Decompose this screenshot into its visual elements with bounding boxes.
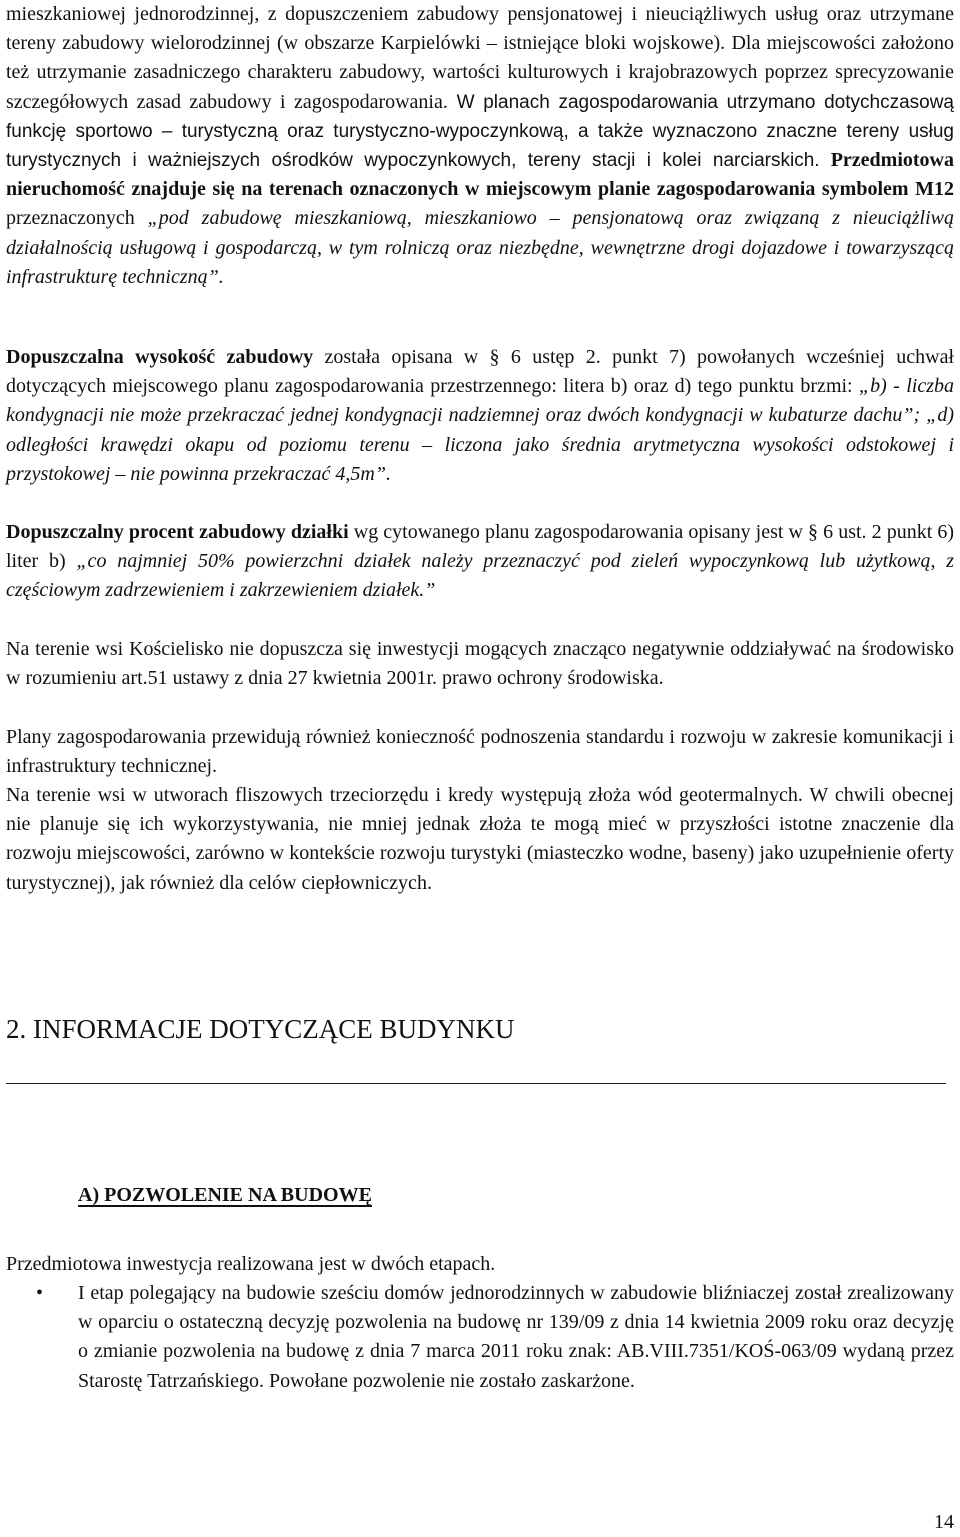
paragraph-building-height (6, 343, 954, 489)
zoning-italic-quote: „pod zabudowę mieszkaniową, mieszkaniowo – pensjonatową oraz związaną z nieuciążliwą działalnością usługową i gospodarczą, w tym rolniczą oraz niezbędne, wewnętrzne drogi dojazdowe i towarzyszącą infrastrukturę techniczną”. (6, 207, 954, 288)
percentage-text: wg cytowanego planu zagospodarowania opisany jest w § 6 ust. 2 punkt 6) liter b) (6, 521, 954, 573)
height-bold-label: Dopuszczalna wysokość zabudowy (6, 346, 314, 368)
percentage-bold-label: Dopuszczalny procent zabudowy działki (6, 521, 349, 543)
bullet-icon: • (36, 1282, 44, 1304)
paragraph-zoning-intro (6, 0, 954, 292)
page-number: 14 (934, 1511, 954, 1533)
zoning-bold-m12: Przedmiotowa nieruchomość znajduje się na terenach oznaczonych w miejscowym planie zagospodarowania symbolem M12 (6, 149, 954, 201)
paragraph-environment: Na terenie wsi Kościelisko nie dopuszcza się inwestycji mogących znacząco negatywnie oddziaływać na środowisko w rozumieniu art.51 ustawy z dnia 27 kwietnia 2001r. prawo ochrony środowiska. (6, 638, 954, 690)
paragraph-geothermal: Na terenie wsi w utworach fliszowych trzeciorzędu i kredy występują złoża wód geotermalnych. W chwili obecnej nie planuje się ich wykorzystywania, nie mniej jednak złoża te mogą mieć w przyszłości istotne znaczenie dla rozwoju miejscowości, zarówno w kontekście rozwoju turystyki (miasteczko wodne, baseny) jako uzupełnienie oferty turystycznej), jak również dla celów ciepłowniczych. (6, 784, 954, 894)
paragraph-infrastructure: Plany zagospodarowania przewidują również konieczność podnoszenia standardu i rozwoju w zakresie komunikacji i infrastruktury technicznej. (6, 726, 954, 778)
paragraph-build-percentage (6, 518, 954, 606)
lead-paragraph: Przedmiotowa inwestycja realizowana jest w dwóch etapach. (6, 1253, 496, 1275)
bullet-text: I etap polegający na budowie sześciu domów jednorodzinnych w zabudowie bliźniaczej został zrealizowany w oparciu o ostateczną decyzję pozwolenia na budowę nr 139/09 z dnia 14 kwietnia 2009 roku oraz decyzję o zmianie pozwolenia na budowę z dnia 7 marca 2011 roku znak: AB.VIII.7351/KOŚ-063/09 wydaną przez Starostę Tatrzańskiego. Powołane pozwolenie nie zostało zaskarżone. (78, 1282, 954, 1392)
list-item (6, 1279, 954, 1396)
percentage-italic-quote: „co najmniej 50% powierzchni działek należy przeznaczyć pod zieleń wypoczynkową lub użytkową, z częściowym zadrzewieniem i zakrzewieniem działek.” (6, 550, 955, 602)
zoning-text-1: mieszkaniowej jednorodzinnej, z dopuszczeniem zabudowy pensjonatowej i nieuciążliwych usług oraz utrzymane tereny zabudowy wielorodzinnej (w obszarze Karpielówki – istniejące bloki wojskowe). Dla miejscowości założono też utrzymanie zasadniczego charakteru zabudowy, wartości kulturowych i krajobrazowych poprzez sprecyzowanie szczegółowych zasad zabudowy i zagospodarowania. (6, 3, 954, 113)
section-heading: 2. INFORMACJE DOTYCZĄCE BUDYNKU (6, 1014, 515, 1044)
zoning-text-2: W planach zagospodarowania utrzymano dotychczasową funkcję sportowo – turystyczną oraz turystyczno-wypoczynkową, a także wyznaczono znaczne tereny usług turystycznych i ważniejszych ośrodków wypoczynkowych, tereny stacji i kolei narciarskich. (6, 91, 954, 172)
height-text: została opisana w § 6 ustęp 2. punkt 7) powołanych wcześniej uchwał dotyczących miejscowego planu zagospodarowania przestrzennego: litera b) oraz d) tego punktu brzmi: (6, 346, 955, 398)
height-italic-quote: „b) - liczba kondygnacji nie może przekraczać jednej kondygnacji nadziemnej oraz dwóch kondygnacji w kubaturze dachu”; „d) odległości krawędzi okapu od poziomu terenu – liczona jako średnia arytmetyczna wysokości odstokowej i przystokowej – nie powinna przekraczać 4,5m”. (6, 375, 954, 485)
bullet-list (6, 1279, 954, 1396)
subsection-heading: A) POZWOLENIE NA BUDOWĘ (78, 1184, 372, 1206)
section-divider (6, 1083, 946, 1084)
zoning-text-3: przeznaczonych (6, 207, 148, 230)
